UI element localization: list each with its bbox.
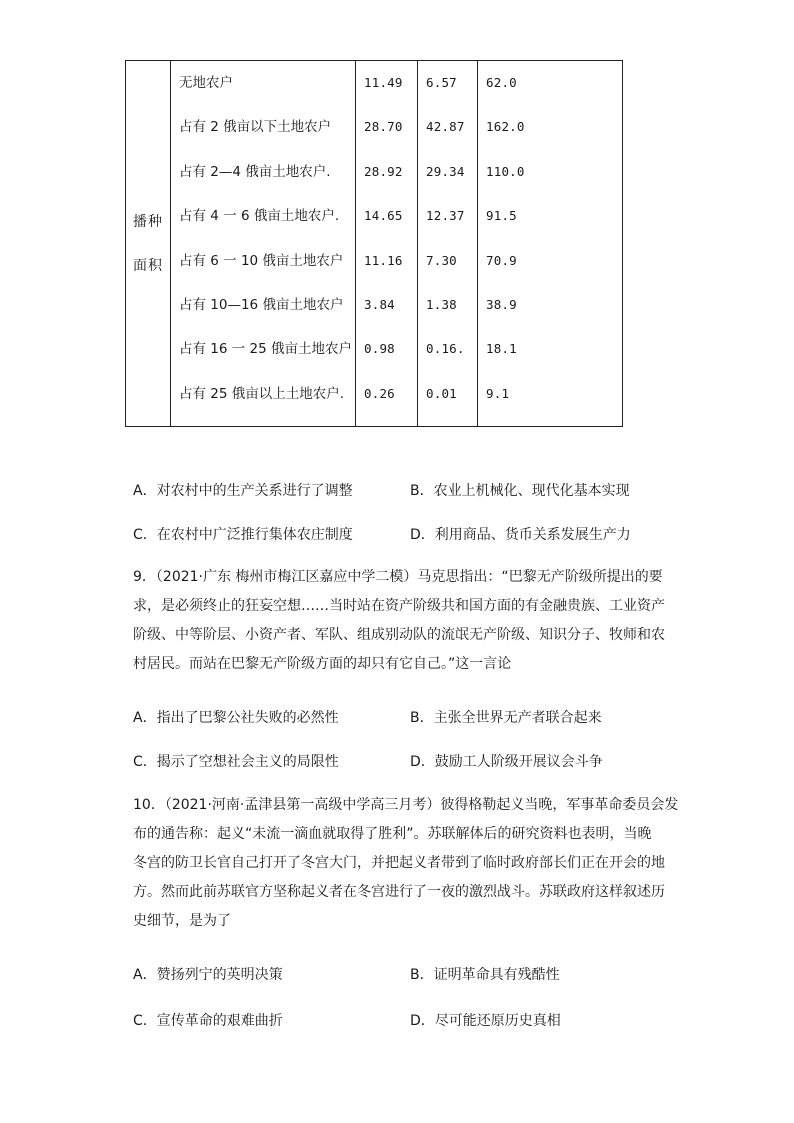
question-10 (133, 791, 679, 936)
table-value-c-cell: 91.5 (486, 208, 517, 224)
q9-option-c: C．揭示了空想社会主义的局限性 (133, 754, 339, 770)
table-value-c-cell: 18.1 (486, 341, 517, 357)
q9-option-b: B．主张全世界无产者联合起来 (410, 710, 602, 726)
row-label-line-1: 播种 (133, 213, 163, 230)
q10-line: 史细节，是为了 (133, 913, 231, 929)
q8-option-a: A．对农村中的生产关系进行了调整 (133, 483, 353, 499)
table-value-b-cell: 42.87 (426, 119, 465, 135)
table-value-a-cell: 3.84 (364, 296, 395, 312)
table-value-a-cell: 11.49 (364, 75, 403, 90)
q9-line: 村居民。而站在巴黎无产阶级方面的却只有它自己。”这一言论 (133, 656, 512, 672)
table-category-cell: 无地农户 (179, 75, 233, 91)
table-value-c-cell: 70.9 (486, 252, 517, 268)
table-value-b-cell: 0.16. (426, 341, 465, 357)
q10-line: 10．（2021·河南·孟津县第一高级中学高三月考）彼得格勒起义当晚，军事革命委员会发 (133, 797, 679, 813)
category-column (171, 61, 356, 427)
table-category-cell: 占有 16 一 25 俄亩土地农户 (179, 341, 353, 358)
table-value-c-cell: 110.0 (486, 163, 525, 179)
question-9 (133, 563, 673, 679)
q8-option-c: C．在农村中广泛推行集体农庄制度 (133, 527, 353, 543)
table-value-b-cell: 29.34 (426, 163, 465, 179)
row-label-line-2: 面积 (133, 257, 163, 274)
table-category-cell: 占有 10—16 俄亩土地农户 (179, 296, 344, 313)
table-value-c-cell: 9.1 (486, 385, 510, 401)
table-value-b-cell: 0.01 (426, 385, 457, 401)
table-value-a-cell: 14.65 (364, 208, 403, 224)
q10-option-c: C．宣传革命的艰难曲折 (133, 1013, 283, 1029)
row-label-cell (126, 61, 171, 427)
table-value-a-cell: 0.98 (364, 341, 395, 357)
q10-option-a: A．赞扬列宁的英明决策 (133, 967, 283, 983)
q9-line: 9．（2021·广东 梅州市梅江区嘉应中学二模）马克思指出：“巴黎无产阶级所提出的要 (133, 569, 663, 585)
table-value-b-cell: 7.30 (426, 252, 457, 268)
table-category-cell: 占有 4 一 6 俄亩土地农户. (179, 208, 340, 225)
table-value-b-cell: 12.37 (426, 208, 465, 224)
q8-option-b: B．农业上机械化、现代化基本实现 (410, 483, 630, 499)
table-category-cell: 占有 2—4 俄亩土地农户. (179, 163, 331, 180)
table-value-c-cell: 38.9 (486, 296, 517, 312)
table-value-c-cell: 162.0 (486, 119, 525, 135)
table-value-b-cell: 6.57 (426, 75, 457, 90)
table-category-cell: 占有 25 俄亩以上土地农户. (179, 385, 345, 402)
q10-line: 冬宫的防卫长官自己打开了冬宫大门，并把起义者带到了临时政府部长们正在开会的地 (133, 855, 665, 871)
value-column-b (418, 61, 478, 427)
q10-line: 布的通告称：起义“未流一滴血就取得了胜利”。苏联解体后的研究资料也表明，当晚 (133, 826, 652, 842)
q9-option-a: A．指出了巴黎公社失败的必然性 (133, 710, 339, 726)
table-value-c-cell: 62.0 (486, 75, 517, 90)
table-category-cell: 占有 2 俄亩以下土地农户 (179, 119, 332, 136)
q9-option-d: D．鼓励工人阶级开展议会斗争 (410, 754, 603, 770)
q8-option-d: D．利用商品、货币关系发展生产力 (410, 527, 631, 543)
table-value-a-cell: 0.26 (364, 385, 395, 401)
table-value-a-cell: 28.70 (364, 119, 403, 135)
table-category-cell: 占有 6 一 10 俄亩土地农户 (179, 252, 344, 269)
data-table (125, 60, 623, 427)
table-value-b-cell: 1.38 (426, 296, 457, 312)
table-value-a-cell: 28.92 (364, 163, 403, 179)
table-value-a-cell: 11.16 (364, 252, 403, 268)
q9-line: 求，是必须终止的狂妄空想……当时站在资产阶级共和国方面的有金融贵族、工业资产 (133, 598, 665, 614)
q10-line: 方。然而此前苏联官方坚称起义者在冬宫进行了一夜的激烈战斗。苏联政府这样叙述历 (133, 884, 665, 900)
q10-option-d: D．尽可能还原历史真相 (410, 1013, 561, 1029)
q10-option-b: B．证明革命具有残酷性 (410, 967, 560, 983)
value-column-a (356, 61, 418, 427)
q9-line: 阶级、中等阶层、小资产者、军队、组成别动队的流氓无产阶级、知识分子、牧师和农 (133, 627, 665, 643)
value-column-c (478, 61, 623, 427)
